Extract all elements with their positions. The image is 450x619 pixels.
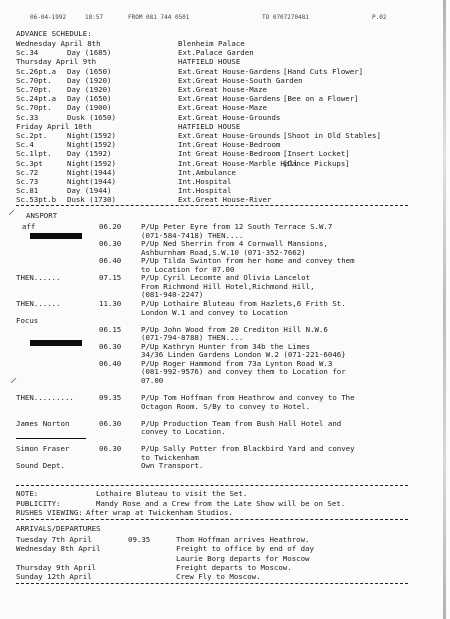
transport-detail: London W.1 and convey to Location	[141, 307, 288, 317]
transport-detail: P/Up Sally Potter from Blackbird Yard and convey	[141, 444, 355, 454]
schedule-location: Ext.Great House-Gardens	[178, 94, 281, 104]
schedule-scene: Sc.53pt.b	[16, 195, 57, 205]
note-value: Lothaire Bluteau to visit the Set.	[96, 489, 248, 498]
curl-mark-icon: ⸝	[10, 370, 17, 386]
schedule-location: Int.Great House-Bedroom	[178, 140, 281, 150]
schedule-note: [Shoot in Old Stables]	[283, 131, 381, 140]
schedule-scene: Sc.70pt.	[16, 103, 52, 113]
schedule-time: Dusk (1730)	[67, 195, 116, 205]
schedule-location: Int.Great House-Marble Hall	[178, 158, 299, 168]
schedule-location: Ext.Palace Garden	[178, 48, 254, 58]
schedule-scene: Wednesday April 8th	[16, 39, 101, 48]
transport-detail: P/Up Tom Hoffman from Heathrow and convey to The	[141, 393, 355, 402]
transport-person: Sound Dept.	[16, 461, 65, 471]
fax-page-number: P.02	[372, 14, 387, 21]
schedule-location: Int Great House-Bedroom	[178, 149, 281, 159]
schedule-scene: Sc.73	[16, 177, 39, 186]
schedule-location: Int.Hospital	[178, 186, 232, 196]
schedule-time: Day (1900)	[67, 103, 112, 113]
divider	[16, 583, 408, 584]
transport-detail: (071-584-7418) THEN....	[141, 230, 244, 240]
schedule-note: [Bee on a Flower]	[283, 94, 359, 104]
schedule-location: Ext.Great House-River	[178, 195, 272, 205]
schedule-scene: Sc.33	[16, 112, 39, 122]
schedule-scene: Sc.70pt.	[16, 75, 52, 85]
schedule-time: Day (1920)	[67, 85, 112, 94]
schedule-scene: Sc.26pt.a	[16, 66, 57, 76]
transport-detail: P/Up Production Team from Bush Hall Hotel and	[141, 418, 342, 428]
transport-detail: From Richmond Hill Hotel,Richmond Hill,	[141, 281, 315, 291]
schedule-scene: Sc.3pt	[16, 158, 43, 168]
schedule-scene: Friday April 10th	[16, 121, 92, 131]
schedule-time: Day (1944)	[67, 186, 112, 196]
transport-time: 06.30	[99, 418, 122, 428]
schedule-scene: Sc.72	[16, 167, 39, 177]
schedule-time: Night(1592)	[67, 131, 116, 140]
schedule-time: Day (1650)	[67, 66, 112, 76]
fax-to: TO 0707270481	[262, 14, 309, 21]
arrival-text: Crew Fly to Moscow.	[176, 572, 261, 582]
transport-detail: P/Up Kathryn Hunter from 34b the Limes	[141, 341, 311, 351]
schedule-scene: Sc.81	[16, 186, 39, 196]
fax-from: FROM 081 744 0501	[128, 14, 190, 21]
schedule-scene: Sc.2pt.	[16, 131, 48, 140]
schedule-scene: Sc.34	[16, 48, 39, 58]
transport-detail: to Location for 07.00	[141, 264, 235, 274]
arrival-text: Thom Hoffman arrives Heathrow.	[176, 535, 310, 544]
fax-date: 06-04-1992	[30, 14, 67, 21]
note-key: PUBLICITY:	[16, 498, 61, 508]
schedule-time: Day (1920)	[67, 75, 112, 85]
schedule-location: Ext.Great House-Grounds	[178, 112, 281, 122]
transport-time: 06.30	[99, 239, 122, 249]
transport-detail: P/Up Peter Eyre from 12 South Terrace S.W.7	[141, 222, 333, 231]
transport-detail: 34/36 Linden Gardens London W.2 (071-221-6046}	[141, 350, 346, 360]
schedule-scene: Sc.70pt.	[16, 85, 52, 94]
transport-person: Simon Fraser	[16, 444, 70, 454]
schedule-time: Day (1685)	[67, 48, 112, 58]
transport-time: 06.15	[99, 324, 122, 334]
note-value: Mandy Rose and a Crew from the Late Show will be on Set.	[96, 498, 346, 508]
transport-person: THEN.........	[16, 393, 74, 402]
note-key: RUSHES VIEWING:	[16, 508, 83, 517]
arrival-text: Laurie Borg departs for Moscow	[176, 553, 310, 563]
transport-detail: (081-992-9576) and convey them to Location for	[141, 367, 346, 377]
transport-detail: P/Up John Wood from 20 Crediton Hill N.W.6	[141, 324, 328, 334]
transport-detail: P/Up Ned Sherrin from 4 Cornwall Mansions,	[141, 239, 328, 249]
transport-detail: (071-794-8788) THEN....	[141, 333, 244, 343]
schedule-note: [Dance Pickups]	[283, 158, 350, 168]
schedule-time: Night(1592)	[67, 140, 116, 150]
schedule-time: Dusk (1650)	[67, 112, 116, 122]
schedule-location: Ext.Great house-Maze	[178, 85, 267, 94]
arrival-date: Thursday 9th April	[16, 562, 97, 572]
curl-mark-icon: ⸝	[8, 202, 15, 218]
schedule-location: Ext.Great House-Maze	[178, 103, 267, 113]
transport-time: 11.30	[99, 298, 122, 308]
transport-detail: Ashburnham Road,S.W.10 (071-352-7662)	[141, 247, 306, 257]
schedule-time: Day (1650)	[67, 94, 112, 104]
transport-detail: 07.00	[141, 375, 164, 385]
arrival-date: Tuesday 7th April	[16, 535, 92, 544]
schedule-location: Blenheim Palace	[178, 39, 245, 48]
divider	[16, 485, 408, 486]
transport-person: THEN......	[16, 298, 61, 308]
divider	[16, 205, 408, 206]
schedule-location: Ext.Great House-South Garden	[178, 75, 303, 85]
schedule-scene: Sc.4	[16, 140, 34, 150]
schedule-title: ADVANCE SCHEDULE:	[16, 29, 92, 38]
transport-detail: to Twickenham	[141, 452, 199, 462]
scan-edge	[443, 0, 446, 619]
schedule-scene: Sc.1lpt.	[16, 149, 52, 159]
transport-person: James Norton	[16, 418, 70, 428]
schedule-time: Night(1944)	[67, 167, 116, 177]
schedule-location: Int.Hospital	[178, 177, 232, 186]
transport-time: 09.35	[99, 393, 122, 402]
transport-detail: P/Up Roger Hammond from 73a Lynton Road W.3	[141, 358, 333, 368]
schedule-location: Int.Ambulance	[178, 167, 236, 177]
transport-detail: P/Up Lothaire Bluteau from Hazlets,6 Frith St.	[141, 298, 346, 308]
transport-time: 06.40	[99, 358, 122, 368]
schedule-scene: Sc.24pt.a	[16, 94, 57, 104]
arrival-date: Wednesday 8th April	[16, 544, 101, 554]
transport-detail: convey to Location.	[141, 427, 226, 437]
arrivals-heading: ARRIVALS/DEPARTURES	[16, 524, 101, 533]
fax-time: 18:57	[85, 14, 104, 21]
staff-label: aff	[22, 222, 36, 231]
divider	[16, 519, 408, 520]
schedule-time: Night(1592)	[67, 158, 116, 168]
schedule-location: Ext.Great House-Grounds	[178, 131, 281, 140]
transport-time: 06.30	[99, 341, 122, 351]
arrival-text: Freight to office by end of day	[176, 544, 314, 554]
transport-heading: ANSPORT	[26, 211, 58, 220]
transport-detail: P/Up Cyril Lecomte and Olivia Lancelot	[141, 273, 311, 283]
underline	[16, 438, 86, 439]
schedule-scene: Thursday April 9th	[16, 57, 97, 67]
transport-detail: Octagon Room. S/By to convey to Hotel.	[141, 401, 311, 411]
arrival-time: 09.35	[128, 535, 151, 544]
transport-time: 06.40	[99, 256, 122, 266]
schedule-note: [Hand Cuts Flower]	[283, 66, 364, 76]
note-value: After wrap at Twickenham Studios.	[86, 508, 233, 517]
transport-time: 06.20	[99, 222, 122, 231]
schedule-time: Night(1944)	[67, 177, 116, 186]
note-key: NOTE:	[16, 489, 39, 498]
transport-detail: (081-940-2247)	[141, 290, 204, 300]
arrival-date: Sunday 12th April	[16, 572, 92, 582]
transport-detail: Own Transport.	[141, 461, 204, 471]
schedule-location: Ext.Great House-Gardens	[178, 66, 281, 76]
transport-time: 06.30	[99, 444, 122, 454]
arrival-text: Freight departs to Moscow.	[176, 562, 292, 572]
schedule-location: HATFIELD HOUSE	[178, 57, 241, 67]
transport-person: Focus	[16, 316, 39, 326]
transport-person: THEN......	[16, 273, 61, 283]
redaction-bar	[30, 340, 82, 346]
transport-time: 07.15	[99, 273, 122, 283]
schedule-time: Day (1592)	[67, 149, 112, 159]
schedule-location: HATFIELD HOUSE	[178, 121, 241, 131]
schedule-note: [Insert Locket]	[283, 149, 350, 159]
redaction-bar	[30, 233, 82, 239]
transport-detail: P/Up Tilda Swinton from her home and convey them	[141, 256, 355, 266]
